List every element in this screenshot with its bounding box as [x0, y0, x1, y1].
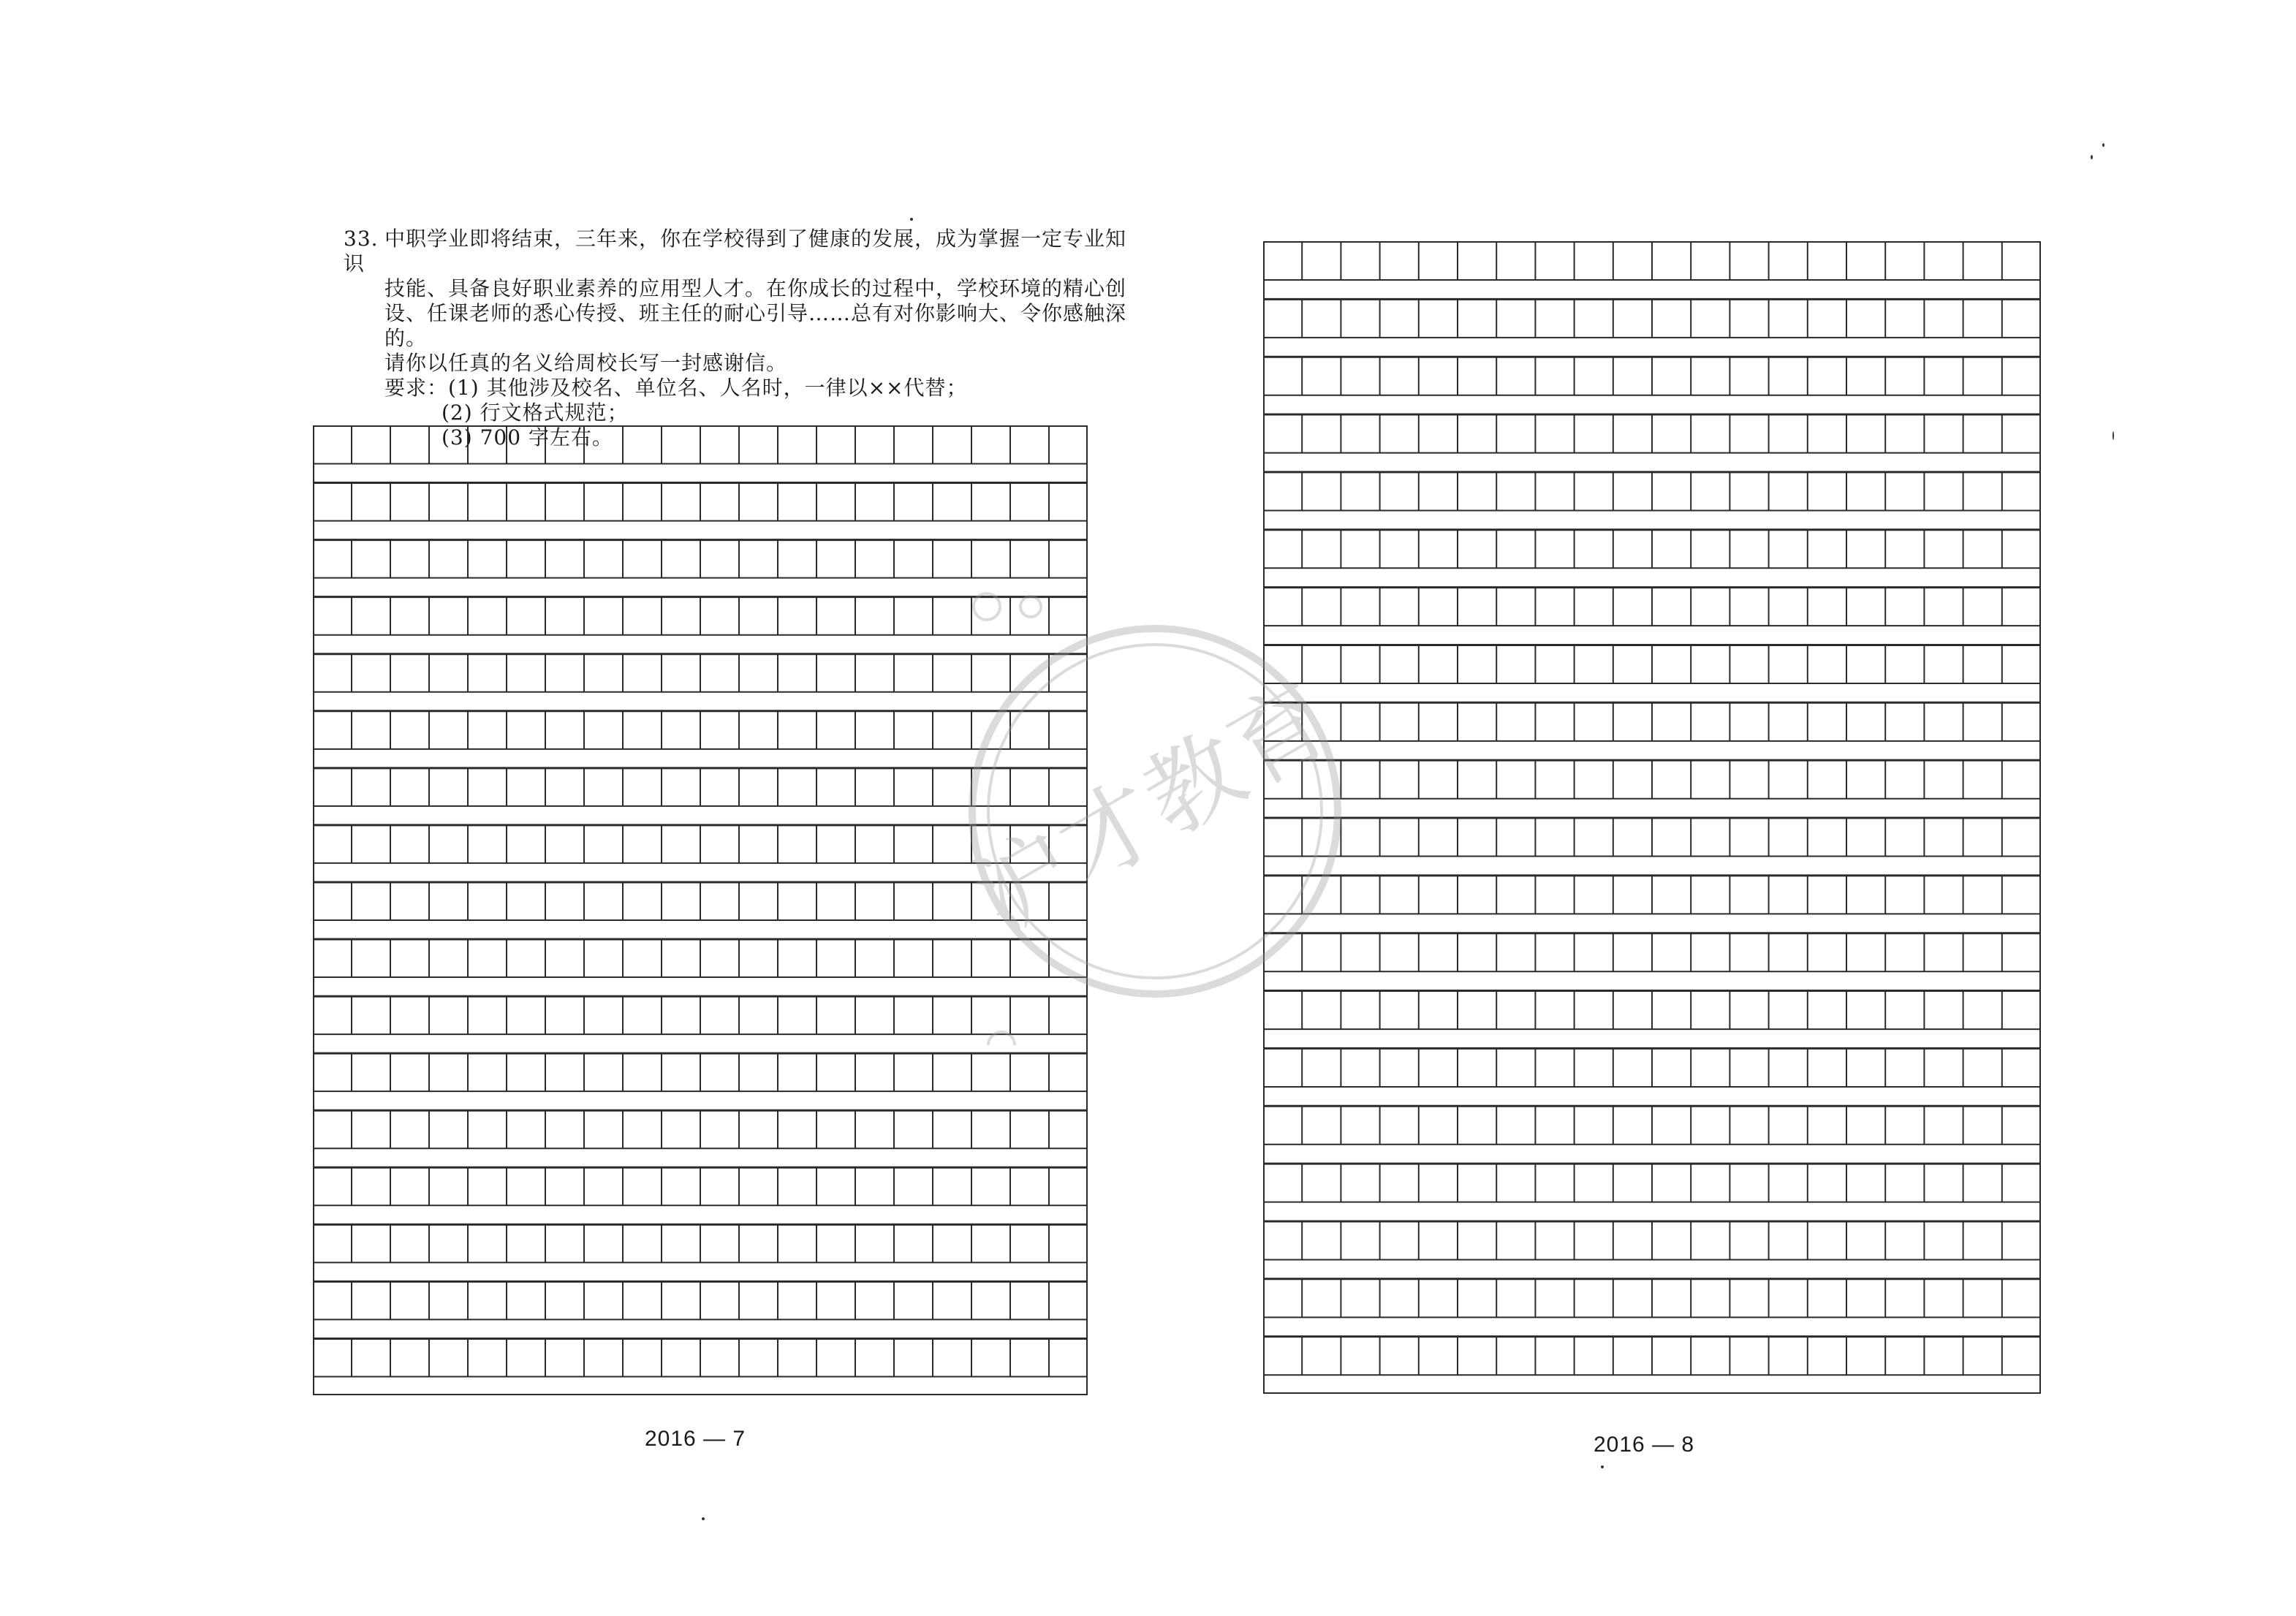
grid-row	[1263, 415, 2041, 472]
page-number-left: 2016 — 7	[645, 1427, 746, 1451]
watermark-seal-icon	[921, 577, 1389, 1045]
grid-row	[1263, 1164, 2041, 1221]
question-line-2: 技能、具备良好职业素养的应用型人才。在你成长的过程中，学校环境的精心创	[384, 276, 1127, 300]
grid-row	[1263, 1279, 2041, 1336]
watermark-text: 沪才教育	[955, 661, 1351, 955]
requirement-1: 要求：(1) 其他涉及校名、单位名、人名时，一律以××代替；	[384, 376, 968, 400]
page-number-right: 2016 — 8	[1594, 1433, 1695, 1457]
question-number: 33.	[344, 227, 379, 251]
grid-row	[1263, 1221, 2041, 1278]
grid-row	[313, 1282, 1088, 1338]
requirement-3: (3) 700 字左右。	[442, 425, 613, 449]
grid-row	[1263, 242, 2041, 299]
grid-row	[1263, 472, 2041, 529]
grid-row	[313, 1339, 1088, 1395]
scan-speck	[702, 1517, 705, 1520]
question-line-1: 33. 中职学业即将结束，三年来，你在学校得到了健康的发展，成为掌握一定专业知识	[344, 227, 1127, 276]
grid-row	[313, 426, 1088, 482]
scan-speck	[2091, 155, 2093, 159]
grid-row	[313, 1111, 1088, 1167]
grid-row	[1263, 357, 2041, 414]
question-line-3: 设、任课老师的悉心传授、班主任的耐心引导……总有对你影响大、令你感触深的。	[384, 301, 1127, 350]
question-line-4: 请你以任真的名义给周校长写一封感谢信。	[384, 351, 788, 375]
scan-speck	[2113, 431, 2114, 440]
grid-row	[313, 483, 1088, 539]
grid-row	[1263, 1107, 2041, 1164]
grid-row	[1263, 1337, 2041, 1394]
grid-row	[313, 1225, 1088, 1281]
grid-row	[1263, 1049, 2041, 1106]
scan-speck	[2102, 143, 2104, 147]
scan-speck	[1601, 1465, 1604, 1468]
scan-speck	[910, 218, 913, 221]
grid-row	[1263, 300, 2041, 357]
question-33	[344, 227, 1140, 450]
grid-row	[313, 1054, 1088, 1110]
requirements-label: 要求：	[384, 376, 449, 400]
watermark-stamp	[921, 577, 1389, 1045]
requirement-2: (2) 行文格式规范；	[442, 401, 629, 425]
grid-row	[313, 1168, 1088, 1224]
